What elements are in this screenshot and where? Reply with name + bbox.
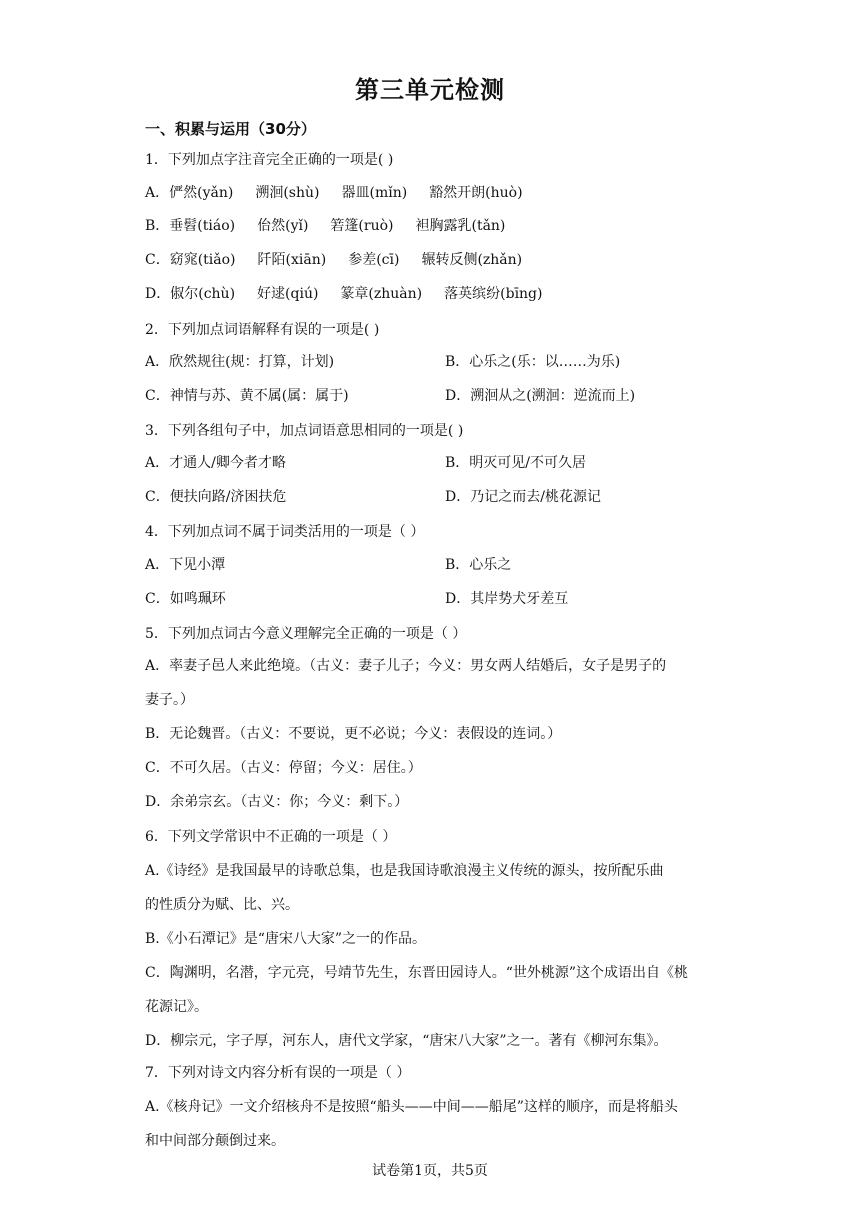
q5-option-a-line2: 妻子。） bbox=[145, 692, 194, 708]
q5-option-c: C．不可久居。（古义：停留；今义：居住。） bbox=[145, 760, 422, 776]
q1-option-c bbox=[145, 250, 544, 270]
q4-option-c: C．如鸣珮环 bbox=[145, 591, 226, 607]
option-item: 窈窕(tiǎo) bbox=[169, 252, 236, 268]
q4-option-a: A．下见小潭 bbox=[145, 557, 226, 573]
option-item: 俶尔(chù) bbox=[170, 286, 236, 302]
q6-option-a-line1: A.《诗经》是我国最早的诗歌总集，也是我国诗歌浪漫主义传统的源头，按所配乐曲 bbox=[145, 863, 664, 879]
q3-option-c: C．便扶向路/济困扶危 bbox=[145, 489, 287, 505]
q6-option-c-line1: C．陶渊明，名潜，字元亮，号靖节先生，东晋田园诗人。“世外桃源”这个成语出自《桃 bbox=[145, 965, 689, 981]
q6-option-d: D．柳宗元，字子厚，河东人，唐代文学家，“唐宋八大家”之一。著有《柳河东集》。 bbox=[145, 1033, 668, 1049]
q1-option-b bbox=[145, 216, 527, 236]
page-footer: 试卷第1页，共5页 bbox=[372, 1163, 488, 1179]
option-letter: B． bbox=[145, 218, 170, 234]
option-item: 箬篷(ruò) bbox=[330, 218, 394, 234]
page-title: 第三单元检测 bbox=[355, 76, 505, 104]
option-item: 垂髫(tiáo) bbox=[169, 218, 236, 234]
q3-option-b: B．明灭可见/不可久居 bbox=[445, 455, 587, 471]
q2-option-d: D．溯洄从之(溯洄：逆流而上) bbox=[445, 388, 636, 404]
q1-option-d bbox=[145, 284, 564, 304]
option-item: 阡陌(xiān) bbox=[257, 252, 327, 268]
q4-option-d: D．其岸势犬牙差互 bbox=[445, 591, 569, 607]
q2-option-c: C．神情与苏、黄不属(属：属于) bbox=[145, 388, 349, 404]
q3-stem: 3．下列各组句子中，加点词语意思相同的一项是( ) bbox=[145, 423, 464, 439]
q3-option-a: A．才通人/卿今者才略 bbox=[145, 455, 286, 471]
option-item: 篆章(zhuàn) bbox=[340, 286, 423, 302]
q2-option-a: A．欣然规往(规：打算，计划) bbox=[145, 354, 335, 370]
q5-option-a-line1: A．率妻子邑人来此绝境。（古义：妻子儿子；今义：男女两人结婚后，女子是男子的 bbox=[145, 658, 667, 674]
q6-option-c-line2: 花源记》。 bbox=[145, 999, 208, 1015]
option-letter: A． bbox=[145, 185, 170, 201]
option-item: 豁然开朗(huò) bbox=[429, 185, 523, 201]
q4-option-b: B．心乐之 bbox=[445, 557, 512, 573]
option-item: 好逑(qiú) bbox=[257, 286, 319, 302]
q7-option-a-line1: A.《核舟记》一文介绍核舟不是按照“船头——中间——船尾”这样的顺序，而是将船头 bbox=[145, 1099, 678, 1115]
q6-option-b: B.《小石潭记》是“唐宋八大家”之一的作品。 bbox=[145, 931, 427, 947]
option-item: 辗转反侧(zhǎn) bbox=[421, 252, 523, 268]
option-item: 参差(cī) bbox=[348, 252, 400, 268]
q4-stem: 4．下列加点词不属于词类活用的一项是（ ） bbox=[145, 524, 425, 540]
option-item: 溯洄(shù) bbox=[255, 185, 320, 201]
q6-option-a-line2: 的性质分为赋、比、兴。 bbox=[145, 897, 299, 913]
q2-option-b: B．心乐之(乐：以……为乐) bbox=[445, 354, 621, 370]
option-item: 袒胸露乳(tǎn) bbox=[415, 218, 506, 234]
q7-option-a-line2: 和中间部分颠倒过来。 bbox=[145, 1133, 285, 1149]
option-item: 佁然(yǐ) bbox=[257, 218, 309, 234]
option-letter: C． bbox=[145, 252, 170, 268]
q5-stem: 5．下列加点词古今意义理解完全正确的一项是（ ） bbox=[145, 626, 467, 642]
q3-option-d: D．乃记之而去/桃花源记 bbox=[445, 489, 601, 505]
q1-stem: 1．下列加点字注音完全正确的一项是( ) bbox=[145, 152, 394, 168]
section-heading: 一、积累与运用（30分） bbox=[145, 120, 316, 138]
q2-stem: 2．下列加点词语解释有误的一项是( ) bbox=[145, 322, 380, 338]
q5-option-b: B．无论魏晋。（古义：不要说，更不必说；今义：表假设的连词。） bbox=[145, 726, 562, 742]
option-item: 俨然(yǎn) bbox=[169, 185, 234, 201]
q7-stem: 7．下列对诗文内容分析有误的一项是（ ） bbox=[145, 1065, 411, 1081]
option-item: 器皿(mǐn) bbox=[341, 185, 408, 201]
q5-option-d: D．余弟宗玄。（古义：你；今义：剩下。） bbox=[145, 794, 409, 810]
option-letter: D． bbox=[145, 286, 171, 302]
q1-option-a bbox=[145, 183, 545, 203]
option-item: 落英缤纷(bīng) bbox=[444, 286, 543, 302]
q6-stem: 6．下列文学常识中不正确的一项是（ ） bbox=[145, 829, 397, 845]
